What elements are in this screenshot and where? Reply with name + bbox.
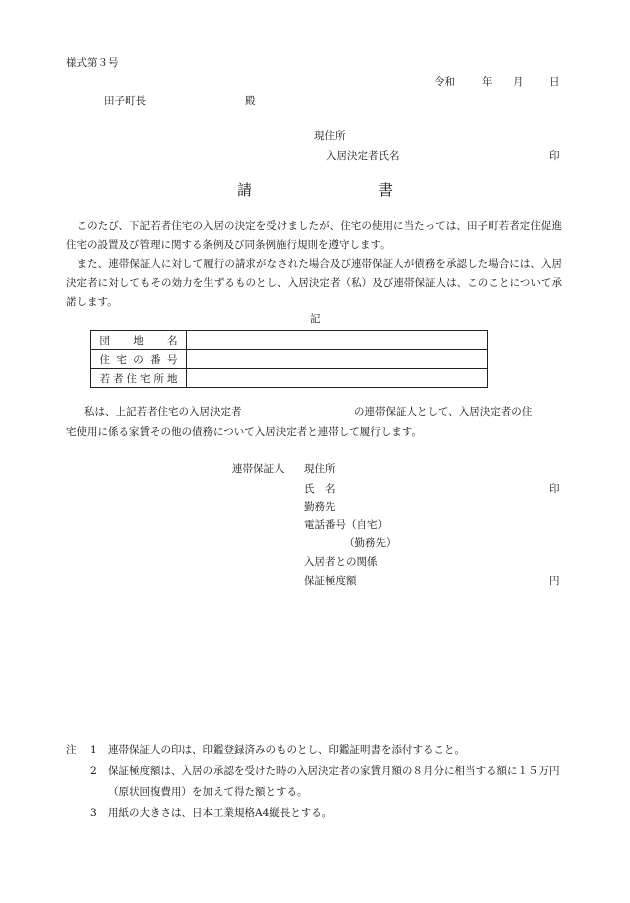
row-value-location[interactable] [187, 369, 488, 388]
title-char-2: 書 [378, 181, 394, 199]
guarantor-seal: 印 [549, 483, 560, 495]
guarantor-heading: 連帯保証人 [232, 463, 285, 475]
addressee-name: 田子町長 [104, 95, 146, 107]
row-label-location: 若者住宅所地 [99, 372, 178, 385]
applicant-name-label: 入居決定者氏名 [326, 150, 400, 162]
date-year: 年 [482, 76, 493, 88]
guarantor-statement-part3: 宅使用に係る家賃その他の債務について入居決定者と連帯して履行します。 [66, 426, 422, 438]
ki-heading: 記 [310, 313, 321, 325]
guarantor-limit-label: 保証極度額 [304, 575, 357, 587]
guarantor-phone-work-label: （勤務先） [344, 537, 397, 549]
guarantor-phone-home-label: 電話番号（自宅） [304, 519, 388, 531]
row-label-danchi: 団 地 名 [99, 334, 178, 347]
date-month: 月 [513, 76, 524, 88]
addressee-honorific: 殿 [245, 95, 256, 107]
guarantor-name-label: 氏 名 [304, 483, 336, 495]
body-paragraph-1: このたび、下記若者住宅の入居の決定を受けましたが、住宅の使用に当たっては、田子町若者定住促進住宅の設置及び管理に関する条例及び同条例施行規則を遵守します。 [66, 220, 562, 251]
note-number: 3 [90, 807, 97, 819]
note-item [66, 740, 562, 761]
note-text: 用紙の大きさは、日本工業規格A4縦長とする。 [108, 807, 333, 819]
housing-info-table [90, 330, 488, 388]
guarantor-relation-label: 入居者との関係 [304, 556, 378, 568]
table-row [91, 369, 488, 388]
guarantor-address-label: 現住所 [304, 463, 336, 475]
note-number: 1 [90, 744, 97, 756]
date-era: 令和 [434, 76, 455, 88]
table-row [91, 331, 488, 350]
applicant-seal: 印 [549, 150, 560, 162]
row-value-house-number[interactable] [187, 350, 488, 369]
applicant-address-label: 現住所 [314, 130, 346, 142]
guarantor-workplace-label: 勤務先 [304, 501, 336, 513]
notes-section [66, 740, 562, 824]
body-paragraph-2: また、連帯保証人に対して履行の請求がなされた場合及び連帯保証人が債務を承認した場合には、入居決定者に対してもその効力を生ずるものとし、入居決定者（私）及び連帯保証人は、このことについて承諾します。 [66, 258, 562, 308]
row-label-house-number: 住 宅 の 番 号 [99, 353, 178, 366]
guarantor-limit-unit: 円 [549, 575, 560, 587]
date-day: 日 [549, 76, 560, 88]
note-item [66, 803, 562, 824]
form-number: 様式第３号 [66, 57, 119, 69]
note-number: 2 [90, 765, 97, 777]
table-row [91, 350, 488, 369]
note-text: 保証極度額は、入居の承認を受けた時の入居決定者の家賃月額の８月分に相当する額に１５万円（原状回復費用）を加えて得た額とする。 [108, 765, 560, 798]
title-char-1: 請 [237, 181, 253, 199]
guarantor-statement-part1: 私は、上記若者住宅の入居決定者 [84, 406, 242, 418]
note-item [66, 761, 562, 803]
notes-prefix: 注 [66, 744, 77, 756]
guarantor-statement-part2: の連帯保証人として、入居決定者の住 [354, 406, 533, 418]
row-value-danchi[interactable] [187, 331, 488, 350]
body-text [66, 217, 562, 312]
note-text: 連帯保証人の印は、印鑑登録済みのものとし、印鑑証明書を添付すること。 [108, 744, 465, 756]
